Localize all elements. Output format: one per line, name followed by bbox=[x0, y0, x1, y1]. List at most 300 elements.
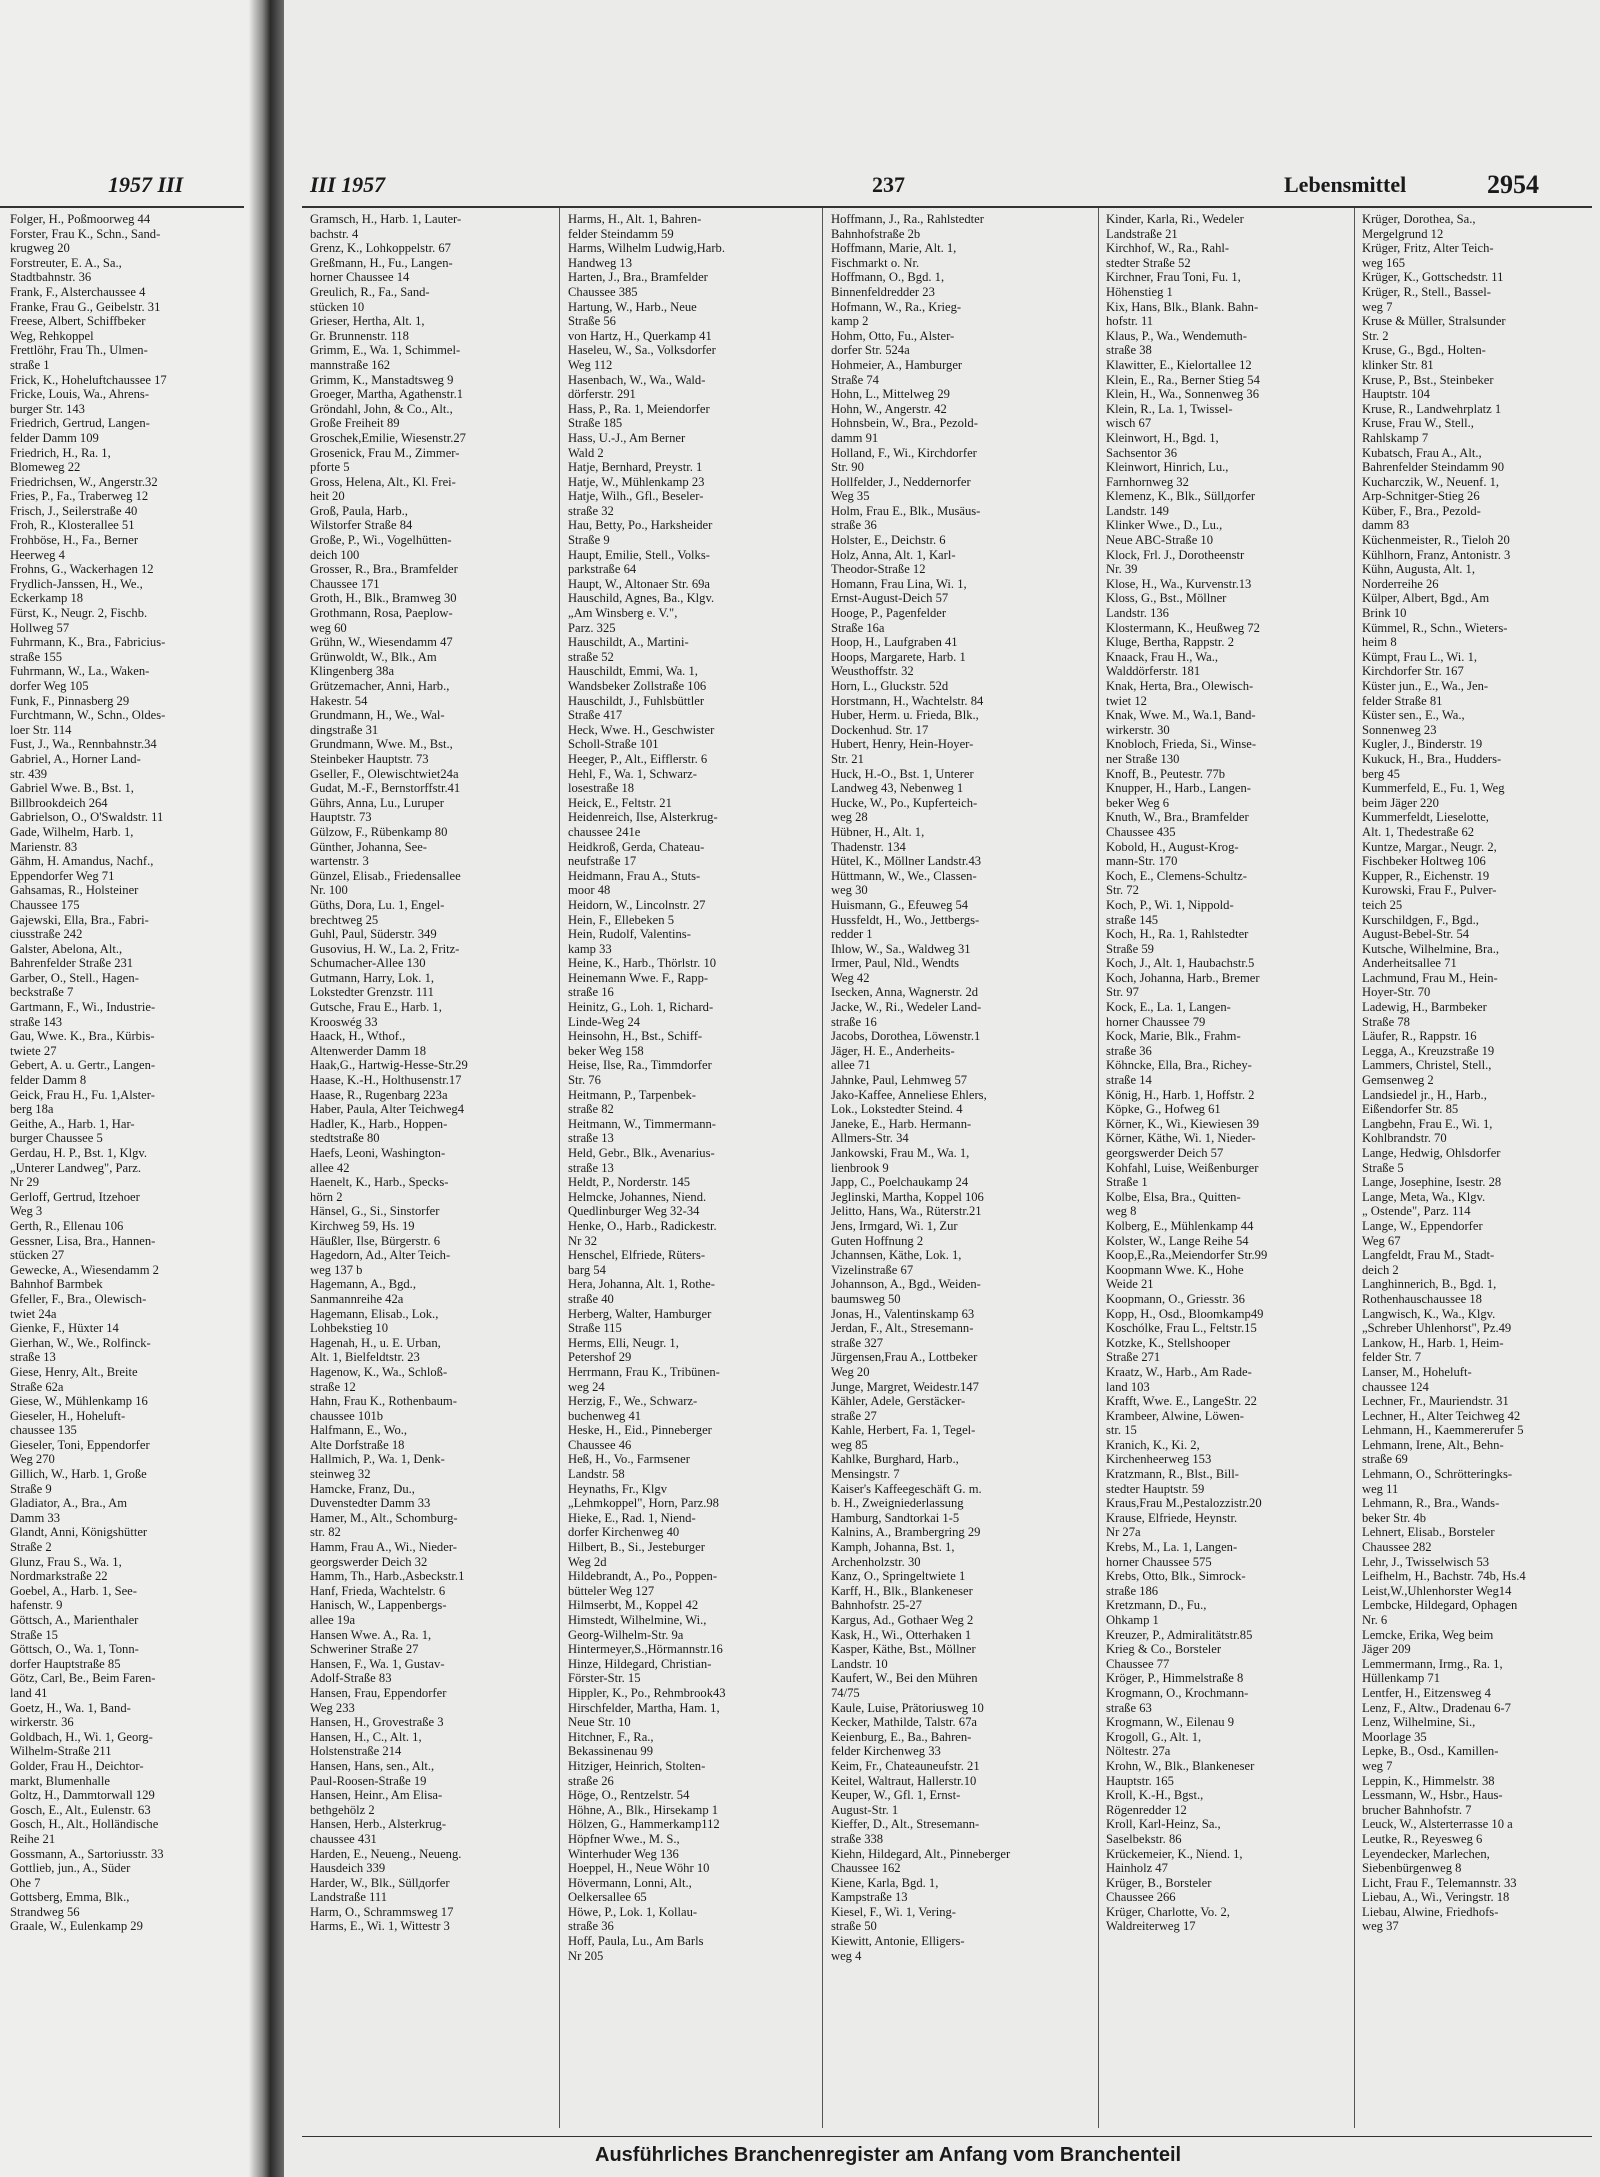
directory-line: Güths, Dora, Lu. 1, Engel- bbox=[310, 897, 445, 912]
directory-line: Kiene, Karla, Bgd. 1, bbox=[831, 1875, 939, 1890]
directory-line: Kargus, Ad., Gothaer Weg 2 bbox=[831, 1613, 974, 1627]
directory-line: Heick, E., Feltstr. 21 bbox=[568, 795, 672, 810]
directory-line: Langfeldt, Frau M., Stadt- bbox=[1362, 1248, 1495, 1263]
directory-line: Grothmann, Rosa, Paeplow- bbox=[310, 606, 453, 621]
directory-line: weg 7 bbox=[1362, 1758, 1393, 1773]
directory-line: Goldbach, H., Wi. 1, Georg- bbox=[10, 1729, 153, 1744]
directory-line: Geick, Frau H., Fu. 1,Alster- bbox=[10, 1087, 155, 1102]
directory-line: Landstr. 10 bbox=[831, 1656, 888, 1671]
directory-line: Weide 21 bbox=[1106, 1277, 1154, 1292]
directory-line: felder Str. 7 bbox=[1362, 1350, 1422, 1365]
directory-line: losestraße 18 bbox=[568, 781, 635, 796]
directory-line: Lemcke, Erika, Weg beim bbox=[1362, 1627, 1494, 1642]
directory-line: Läufer, R., Rappstr. 16 bbox=[1362, 1029, 1477, 1044]
directory-line: Nöltestr. 27a bbox=[1106, 1744, 1171, 1759]
directory-line: Frohböse, H., Fa., Berner bbox=[10, 533, 139, 548]
directory-line: pforte 5 bbox=[310, 460, 350, 475]
directory-line: Straße 15 bbox=[10, 1627, 58, 1642]
directory-line: Haak,G., Hartwig-Hesse-Str.29 bbox=[310, 1058, 468, 1073]
directory-line: Hamm, Frau A., Wi., Nieder- bbox=[310, 1540, 457, 1555]
directory-line: „Unterer Landweg", Parz. bbox=[10, 1160, 142, 1175]
directory-line: Gahsamas, R., Holsteiner bbox=[10, 883, 139, 898]
directory-line: Bahnhof Barmbek bbox=[10, 1277, 103, 1292]
directory-line: Reihe 21 bbox=[10, 1831, 56, 1846]
directory-line: stücken 10 bbox=[310, 299, 365, 314]
page-number: 237 bbox=[872, 172, 905, 197]
directory-line: georgswerder Deich 57 bbox=[1106, 1146, 1224, 1160]
directory-line: straße 36 bbox=[568, 1919, 614, 1934]
directory-line: Hagedorn, Ad., Alter Teich- bbox=[310, 1248, 451, 1263]
directory-line: Krause, Elfriede, Heynstr. bbox=[1106, 1510, 1238, 1525]
directory-line: Grimm, K., Manstadtsweg 9 bbox=[310, 372, 454, 387]
directory-line: weg 11 bbox=[1362, 1481, 1399, 1496]
directory-line: Häußler, Ilse, Bürgerstr. 6 bbox=[310, 1233, 441, 1248]
directory-line: Jelitto, Hans, Wa., Rüterstr.21 bbox=[831, 1204, 982, 1219]
directory-line: Hainholz 47 bbox=[1106, 1861, 1168, 1876]
directory-line: Lenz, F., Altw., Dradenau 6-7 bbox=[1362, 1700, 1511, 1715]
directory-line: Kugler, J., Binderstr. 19 bbox=[1362, 737, 1483, 752]
directory-line: Hauschildt, Emmi, Wa. 1, bbox=[568, 664, 698, 679]
directory-line: Gottsberg, Emma, Blk., bbox=[10, 1890, 130, 1905]
directory-line: Landstr. 149 bbox=[1106, 503, 1169, 518]
directory-line: Krohn, W., Blk., Blankeneser bbox=[1106, 1758, 1255, 1773]
directory-line: deich 2 bbox=[1362, 1262, 1399, 1277]
directory-line: bütteler Weg 127 bbox=[568, 1583, 655, 1598]
directory-line: Hofmann, W., Ra., Krieg- bbox=[831, 299, 962, 314]
directory-line: Hövermann, Lonni, Alt., bbox=[568, 1875, 692, 1890]
directory-line: Forster, Frau K., Schn., Sand- bbox=[10, 226, 161, 241]
directory-line: Kiehn, Hildegard, Alt., Pinneberger bbox=[831, 1846, 1011, 1861]
directory-line: Neue Str. 10 bbox=[568, 1715, 631, 1730]
directory-line: Herzig, F., We., Schwarz- bbox=[568, 1394, 698, 1409]
directory-line: Kurschildgen, F., Bgd., bbox=[1362, 912, 1479, 927]
directory-line: chaussee 135 bbox=[10, 1423, 77, 1438]
directory-line: Hildebrandt, A., Po., Poppen- bbox=[568, 1569, 718, 1584]
directory-line: Leist,W.,Uhlenhorster Weg14 bbox=[1362, 1583, 1512, 1598]
directory-line: mannstraße 162 bbox=[310, 357, 391, 372]
directory-line: Fuhrmann, W., La., Waken- bbox=[10, 664, 150, 679]
directory-line: Holland, F., Wi., Kirchdorfer bbox=[831, 445, 977, 460]
directory-line: Kubatsch, Frau A., Alt., bbox=[1362, 445, 1482, 460]
directory-line: Klostermann, K., Heußweg 72 bbox=[1106, 620, 1260, 635]
directory-line: Hansen, Hans, sen., Alt., bbox=[310, 1758, 435, 1773]
directory-line: Hooge, P., Pagenfelder bbox=[831, 606, 947, 621]
directory-line: Ernst-August-Deich 57 bbox=[831, 591, 949, 606]
directory-line: Kümmel, R., Schn., Wieters- bbox=[1362, 620, 1508, 635]
directory-line: Huismann, G., Efeuweg 54 bbox=[831, 897, 969, 912]
directory-line: teich 25 bbox=[1362, 897, 1403, 912]
directory-line: Leppin, K., Himmelstr. 38 bbox=[1362, 1773, 1495, 1788]
directory-line: Hass, P., Ra. 1, Meiendorfer bbox=[568, 401, 710, 416]
directory-line: Irmer, Paul, Nld., Wendts bbox=[831, 956, 960, 971]
directory-line: Hagenah, H., u. E. Urban, bbox=[310, 1335, 441, 1350]
directory-line: kamp 2 bbox=[831, 314, 869, 329]
directory-line: Gerdau, H. P., Bst. 1, Klgv. bbox=[10, 1146, 148, 1160]
directory-line: Sanmannreihe 42a bbox=[310, 1291, 404, 1306]
footer-rule bbox=[302, 2136, 1592, 2137]
directory-line: Chaussee 46 bbox=[568, 1437, 632, 1452]
directory-line: Heidmann, Frau A., Stuts- bbox=[568, 868, 701, 883]
directory-line: Weg 35 bbox=[831, 489, 870, 504]
directory-line: Friedrich, H., Ra. 1, bbox=[10, 445, 111, 460]
directory-line: Str. 76 bbox=[568, 1073, 601, 1088]
directory-line: Alt. 1, Bielfeldtstr. 23 bbox=[310, 1350, 420, 1365]
directory-line: Krogoll, G., Alt. 1, bbox=[1106, 1729, 1202, 1744]
directory-line: Klingenberg 38a bbox=[310, 664, 395, 679]
directory-line: Glunz, Frau S., Wa. 1, bbox=[10, 1554, 122, 1569]
directory-line: Eppendorfer Weg 71 bbox=[10, 868, 115, 883]
directory-line: Kaule, Luise, Prätoriusweg 10 bbox=[831, 1700, 984, 1715]
directory-line: buchenweg 41 bbox=[568, 1408, 642, 1423]
directory-line: Bekassinenau 99 bbox=[568, 1744, 653, 1759]
directory-line: Str. 90 bbox=[831, 460, 864, 475]
directory-line: Harten, J., Bra., Bramfelder bbox=[568, 270, 708, 285]
directory-line: Haber, Paula, Alter Teichweg4 bbox=[310, 1102, 465, 1117]
directory-line: damm 91 bbox=[831, 430, 879, 445]
directory-line: Kucharczik, W., Neuenf. 1, bbox=[1362, 474, 1500, 489]
directory-line: Krogmann, O., Krochmann- bbox=[1106, 1685, 1249, 1700]
directory-line: steinweg 32 bbox=[310, 1467, 371, 1482]
directory-line: Weg 42 bbox=[831, 970, 870, 985]
directory-line: Lenz, Wilhelmine, Si., bbox=[1362, 1715, 1476, 1730]
directory-line: Hansen Wwe. A., Ra. 1, bbox=[310, 1627, 432, 1642]
directory-line: Greulich, R., Fa., Sand- bbox=[310, 284, 430, 299]
directory-line: Koch, Johanna, Harb., Bremer bbox=[1106, 970, 1260, 985]
directory-line: Billbrookdeich 264 bbox=[10, 795, 108, 810]
directory-line: Fust, J., Wa., Rennbahnstr.34 bbox=[10, 737, 157, 752]
directory-line: Hatje, Bernhard, Preystr. 1 bbox=[568, 460, 703, 475]
directory-line: Leifhelm, H., Bachstr. 74b, Hs.4 bbox=[1362, 1569, 1526, 1584]
directory-line: Heinsohn, H., Bst., Schiff- bbox=[568, 1029, 703, 1044]
directory-line: Haase, R., Rugenbarg 223a bbox=[310, 1087, 448, 1102]
directory-line: Küchenmeister, R., Tieloh 20 bbox=[1362, 533, 1510, 548]
directory-line: Harm, O., Schrammsweg 17 bbox=[310, 1904, 454, 1919]
directory-line: Rothenhauschaussee 18 bbox=[1362, 1291, 1482, 1306]
section-code: 2954 bbox=[1487, 170, 1539, 199]
directory-line: Gabrielson, O., O'Swaldstr. 11 bbox=[10, 810, 164, 825]
directory-line: Kranich, K., Ki. 2, bbox=[1106, 1437, 1200, 1452]
directory-line: weg 4 bbox=[831, 1948, 862, 1963]
directory-line: Krieg & Co., Borsteler bbox=[1106, 1642, 1222, 1657]
directory-line: Straße 56 bbox=[568, 314, 616, 329]
directory-line: Binnenfeldredder 23 bbox=[831, 284, 935, 299]
directory-line: Straße 9 bbox=[10, 1481, 52, 1496]
directory-line: Heynaths, Fr., Klgv bbox=[568, 1481, 667, 1496]
directory-line: Bahnhofstraße 2b bbox=[831, 226, 921, 241]
directory-line: Hoffmann, J., Ra., Rahlstedter bbox=[831, 212, 984, 226]
directory-line: Lammers, Christel, Stell., bbox=[1362, 1058, 1492, 1073]
directory-line: Mergelgrund 12 bbox=[1362, 226, 1444, 241]
directory-line: burger Str. 143 bbox=[10, 401, 85, 416]
directory-line: Gabriel, A., Horner Land- bbox=[10, 751, 141, 766]
directory-line: Grenz, K., Lohkoppelstr. 67 bbox=[310, 241, 451, 256]
directory-line: Hubert, Henry, Hein-Hoyer- bbox=[831, 737, 974, 752]
directory-line: Hasenbach, W., Wa., Wald- bbox=[568, 372, 706, 387]
directory-line: Langbehn, Frau E., Wi. 1, bbox=[1362, 1116, 1493, 1131]
directory-line: straße 40 bbox=[568, 1291, 614, 1306]
directory-line: Graale, W., Eulenkamp 29 bbox=[10, 1919, 143, 1934]
directory-line: Kruse, P., Bst., Steinbeker bbox=[1362, 372, 1494, 387]
directory-line: Liebau, A., Wi., Veringstr. 18 bbox=[1362, 1890, 1510, 1905]
directory-line: weg 85 bbox=[831, 1437, 868, 1452]
directory-line: Lehmann, R., Bra., Wands- bbox=[1362, 1496, 1500, 1511]
directory-line: Adolf-Straße 83 bbox=[310, 1671, 392, 1686]
directory-line: Straße 271 bbox=[1106, 1350, 1161, 1365]
directory-line: Chaussee 77 bbox=[1106, 1656, 1170, 1671]
directory-line: Nr 27a bbox=[1106, 1525, 1141, 1540]
directory-line: georgswerder Deich 32 bbox=[310, 1554, 428, 1569]
directory-line: August-Str. 1 bbox=[831, 1802, 899, 1817]
directory-line: Vizelinstraße 67 bbox=[831, 1262, 914, 1277]
directory-line: Gessner, Lisa, Bra., Hannen- bbox=[10, 1233, 156, 1248]
directory-line: Kirchner, Frau Toni, Fu. 1, bbox=[1106, 270, 1241, 285]
directory-line: Hansen, Herb., Alsterkrug- bbox=[310, 1817, 447, 1832]
directory-line: Fischbeker Holtweg 106 bbox=[1362, 854, 1486, 869]
directory-line: Gosch, H., Alt., Holländische bbox=[10, 1817, 159, 1832]
directory-line: Gladiator, A., Bra., Am bbox=[10, 1496, 128, 1511]
directory-line: straße 145 bbox=[1106, 912, 1159, 927]
directory-line: Kopp, H., Osd., Bloomkamp49 bbox=[1106, 1306, 1264, 1321]
directory-line: Marienstr. 83 bbox=[10, 839, 78, 854]
directory-line: Klemenz, K., Blk., Süllдorfer bbox=[1106, 489, 1256, 504]
directory-line: Hohn, L., Mittelweg 29 bbox=[831, 387, 950, 402]
directory-line: Wald 2 bbox=[568, 445, 604, 460]
directory-line: stedtstraße 80 bbox=[310, 1131, 380, 1146]
directory-line: Gr. Brunnenstr. 118 bbox=[310, 328, 409, 343]
directory-line: Folger, H., Poßmoorweg 44 bbox=[10, 212, 151, 226]
directory-line: heim 8 bbox=[1362, 635, 1397, 650]
left-header-rule bbox=[0, 206, 244, 208]
directory-line: Herrmann, Frau K., Tribünen- bbox=[568, 1364, 720, 1379]
directory-line: Hirschfelder, Martha, Ham. 1, bbox=[568, 1700, 720, 1715]
directory-line: straße 26 bbox=[568, 1773, 614, 1788]
directory-line: Quedlinburger Weg 32-34 bbox=[568, 1204, 700, 1219]
directory-line: dorfer Str. 524a bbox=[831, 343, 910, 358]
directory-line: Ohkamp 1 bbox=[1106, 1613, 1159, 1627]
directory-line: straße 1 bbox=[10, 357, 50, 372]
directory-line: Haupt, W., Altonaer Str. 69a bbox=[568, 576, 711, 591]
directory-line: Jerdan, F., Alt., Stresemann- bbox=[831, 1321, 974, 1336]
directory-line: Große Freiheit 89 bbox=[310, 416, 400, 431]
directory-line: Junge, Margret, Weidestr.147 bbox=[831, 1379, 979, 1394]
directory-line: felder Steindamm 59 bbox=[568, 226, 674, 241]
directory-line: Jahnke, Paul, Lehmweg 57 bbox=[831, 1073, 968, 1088]
directory-line: Groeger, Martha, Agathenstr.1 bbox=[310, 387, 464, 402]
directory-line: Nr. 39 bbox=[1106, 562, 1138, 577]
directory-line: Hilbert, B., Si., Jesteburger bbox=[568, 1540, 705, 1555]
directory-line: Külper, Albert, Bgd., Am bbox=[1362, 591, 1490, 606]
directory-line: Walddörferstr. 181 bbox=[1106, 664, 1201, 679]
directory-line: Gemsenweg 2 bbox=[1362, 1073, 1434, 1088]
directory-line: Frisch, J., Seilerstraße 40 bbox=[10, 503, 138, 518]
column-divider bbox=[822, 208, 823, 2128]
directory-line: Thadenstr. 134 bbox=[831, 839, 906, 854]
directory-line: Jacobs, Dorothea, Löwenstr.1 bbox=[831, 1029, 981, 1044]
directory-line: Hansen, H., Grovestraße 3 bbox=[310, 1715, 444, 1730]
directory-line: Hohn, W., Angerstr. 42 bbox=[831, 401, 947, 416]
directory-line: Förster-Str. 15 bbox=[568, 1671, 641, 1686]
directory-line: Kirchenheerweg 153 bbox=[1106, 1452, 1212, 1467]
directory-line: Knoff, B., Peutestr. 77b bbox=[1106, 766, 1226, 781]
directory-line: Weg, Rehkoppel bbox=[10, 328, 94, 343]
directory-line: Köpke, G., Hofweg 61 bbox=[1106, 1102, 1221, 1117]
directory-line: Garber, O., Stell., Hagen- bbox=[10, 970, 139, 985]
directory-line: Hoop, H., Laufgraben 41 bbox=[831, 635, 958, 650]
directory-line: Hüllenkamp 71 bbox=[1362, 1671, 1440, 1686]
directory-line: Hauschild, Agnes, Ba., Klgv. bbox=[568, 591, 715, 606]
directory-line: str. 439 bbox=[10, 766, 48, 781]
directory-line: Hoeppel, H., Neue Wöhr 10 bbox=[568, 1861, 710, 1876]
directory-line: Haenelt, K., Harb., Specks- bbox=[310, 1175, 449, 1190]
directory-line: August-Bebel-Str. 54 bbox=[1362, 927, 1470, 942]
directory-line: Kiesel, F., Wi. 1, Vering- bbox=[831, 1904, 956, 1919]
directory-line: Hollfelder, J., Neddernorfer bbox=[831, 474, 971, 489]
directory-line: Farnhornweg 32 bbox=[1106, 474, 1189, 489]
directory-line: Fürst, K., Neugr. 2, Fischb. bbox=[10, 606, 148, 621]
directory-line: Lentfer, H., Eitzensweg 4 bbox=[1362, 1685, 1491, 1700]
directory-line: Gülzow, F., Rübenkamp 80 bbox=[310, 824, 448, 839]
directory-line: Gewecke, A., Wiesendamm 2 bbox=[10, 1262, 159, 1277]
directory-line: Kiewitt, Antonie, Elligers- bbox=[831, 1934, 965, 1949]
directory-line: Koopmann, O., Griesstr. 36 bbox=[1106, 1291, 1245, 1306]
directory-line: Haupt, Emilie, Stell., Volks- bbox=[568, 547, 710, 562]
directory-line: Lange, Hedwig, Ohlsdorfer bbox=[1362, 1146, 1501, 1160]
directory-line: Hakestr. 54 bbox=[310, 693, 368, 708]
directory-line: Himstedt, Wilhelmine, Wi., bbox=[568, 1613, 707, 1627]
directory-line: Weg 233 bbox=[310, 1700, 355, 1715]
directory-line: Hamm, Th., Harb.,Asbeckstr.1 bbox=[310, 1569, 465, 1584]
directory-line: Nr 29 bbox=[10, 1175, 40, 1190]
directory-line: Weusthoffstr. 32 bbox=[831, 664, 914, 679]
directory-line: Lehmann, Irene, Alt., Behn- bbox=[1362, 1437, 1504, 1452]
directory-line: Frick, K., Hoheluftchaussee 17 bbox=[10, 372, 167, 387]
directory-line: Keuper, W., Gfl. 1, Ernst- bbox=[831, 1788, 961, 1803]
directory-line: Knupper, H., Harb., Langen- bbox=[1106, 781, 1251, 796]
directory-line: Gajewski, Ella, Bra., Fabri- bbox=[10, 912, 149, 927]
directory-line: Gau, Wwe. K., Bra., Kürbis- bbox=[10, 1029, 155, 1044]
directory-line: Hanisch, W., Lappenbergs- bbox=[310, 1598, 447, 1613]
directory-line: Kummerfeldt, Lieselotte, bbox=[1362, 810, 1489, 825]
directory-line: Leyendecker, Marlechen, bbox=[1362, 1846, 1490, 1861]
directory-line: bachstr. 4 bbox=[310, 226, 359, 241]
directory-line: Gerth, R., Ellenau 106 bbox=[10, 1218, 124, 1233]
directory-line: Kolberg, E., Mühlenkamp 44 bbox=[1106, 1218, 1254, 1233]
directory-line: Kaiser's Kaffeegeschäft G. m. bbox=[831, 1481, 982, 1496]
directory-line: Straße 74 bbox=[831, 372, 879, 387]
directory-line: felder Kirchenweg 33 bbox=[831, 1744, 941, 1759]
directory-line: Leuck, W., Alsterterrasse 10 a bbox=[1362, 1817, 1513, 1832]
directory-line: „Am Winsberg e. V.", bbox=[568, 606, 678, 621]
directory-line: b. H., Zweigniederlassung bbox=[831, 1496, 964, 1511]
directory-line: chaussee 101b bbox=[310, 1408, 384, 1423]
directory-line: Kohlbrandstr. 70 bbox=[1362, 1131, 1447, 1146]
directory-line: Froh, R., Klosterallee 51 bbox=[10, 518, 135, 533]
directory-line: Giese, W., Mühlenkamp 16 bbox=[10, 1394, 148, 1409]
directory-line: Allmers-Str. 34 bbox=[831, 1131, 909, 1146]
directory-line: loer Str. 114 bbox=[10, 722, 72, 737]
directory-line: allee 19a bbox=[310, 1613, 356, 1627]
directory-line: Kamph, Johanna, Bst. 1, bbox=[831, 1540, 955, 1555]
directory-line: Weg 20 bbox=[831, 1364, 870, 1379]
directory-line: straße 36 bbox=[831, 518, 877, 533]
directory-line: Höpfner Wwe., M. S., bbox=[568, 1831, 680, 1846]
directory-line: Straße 16a bbox=[831, 620, 885, 635]
directory-line: weg 165 bbox=[1362, 255, 1406, 270]
directory-line: straße 13 bbox=[568, 1160, 614, 1175]
directory-line: straße 52 bbox=[568, 649, 614, 664]
directory-line: Lehmann, H., Kaemmererufer 5 bbox=[1362, 1423, 1524, 1438]
directory-line: Gutsche, Frau E., Harb. 1, bbox=[310, 1000, 442, 1015]
directory-line: Krüger, Dorothea, Sa., bbox=[1362, 212, 1476, 226]
directory-line: Lepke, B., Osd., Kamillen- bbox=[1362, 1744, 1499, 1759]
directory-line: Friedrichsen, W., Angerstr.32 bbox=[10, 474, 158, 489]
directory-line: Str. 97 bbox=[1106, 985, 1139, 1000]
directory-line: Anderheitsallee 71 bbox=[1362, 956, 1457, 971]
directory-line: Grieser, Hertha, Alt. 1, bbox=[310, 314, 425, 329]
directory-line: Duvenstedter Damm 33 bbox=[310, 1496, 431, 1511]
directory-line: Heerweg 4 bbox=[10, 547, 65, 562]
directory-line: Chaussee 175 bbox=[10, 897, 80, 912]
directory-line: Kröger, P., Himmelstraße 8 bbox=[1106, 1671, 1244, 1686]
directory-line: Gähm, H. Amandus, Nachf., bbox=[10, 854, 154, 869]
directory-line: Kloss, G., Bst., Möllner bbox=[1106, 591, 1227, 606]
directory-line: Goltz, H., Dammtorwall 129 bbox=[10, 1788, 155, 1803]
directory-line: Henke, O., Harb., Radickestr. bbox=[568, 1218, 717, 1233]
directory-line: moor 48 bbox=[568, 883, 611, 898]
directory-line: Jürgensen,Frau A., Lottbeker bbox=[831, 1350, 978, 1365]
directory-line: Straße 115 bbox=[568, 1321, 622, 1336]
directory-line: Heitmann, W., Timmermann- bbox=[568, 1116, 716, 1131]
directory-line: Karff, H., Blk., Blankeneser bbox=[831, 1583, 973, 1598]
directory-line: Koopmann Wwe. K., Hohe bbox=[1106, 1262, 1244, 1277]
directory-line: Hänsel, G., Si., Sinstorfer bbox=[310, 1204, 440, 1219]
directory-line: Küster sen., E., Wa., bbox=[1362, 708, 1465, 723]
directory-line: Grünwoldt, W., Blk., Am bbox=[310, 649, 437, 664]
directory-line: felder Damm 109 bbox=[10, 430, 99, 445]
directory-line: Kasper, Käthe, Bst., Möllner bbox=[831, 1642, 976, 1657]
directory-line: Große, P., Wi., Vogelhütten- bbox=[310, 533, 452, 548]
directory-line: Hitziger, Heinrich, Stolten- bbox=[568, 1758, 706, 1773]
directory-line: Gieseler, Toni, Eppendorfer bbox=[10, 1437, 150, 1452]
directory-line: Heine, K., Harb., Thörlstr. 10 bbox=[568, 956, 717, 971]
directory-line: Landweg 43, Nebenweg 1 bbox=[831, 781, 964, 796]
directory-line: Hintermeyer,S.,Hörmannstr.16 bbox=[568, 1642, 723, 1657]
directory-line: Jchannsen, Käthe, Lok. 1, bbox=[831, 1248, 962, 1263]
directory-line: Homann, Frau Lina, Wi. 1, bbox=[831, 576, 967, 591]
directory-line: Kirchdorfer Str. 167 bbox=[1362, 664, 1464, 679]
directory-line: Hollweg 57 bbox=[10, 620, 70, 635]
directory-line: Günzel, Elisab., Friedensallee bbox=[310, 868, 461, 883]
directory-line: Schumacher-Allee 130 bbox=[310, 956, 426, 971]
directory-line: Hein, Rudolf, Valentins- bbox=[568, 927, 691, 942]
directory-line: Holstenstraße 214 bbox=[310, 1744, 402, 1759]
directory-line: Nr 205 bbox=[568, 1948, 604, 1963]
directory-line: Haack, H., Wthof., bbox=[310, 1029, 406, 1044]
directory-line: Kähler, Adele, Gerstäcker- bbox=[831, 1394, 966, 1409]
directory-line: Heidenreich, Ilse, Alsterkrug- bbox=[568, 810, 718, 825]
directory-line: Holster, E., Deichstr. 6 bbox=[831, 533, 946, 548]
directory-line: Höwe, P., Lok. 1, Kollau- bbox=[568, 1904, 698, 1919]
directory-line: Koch, H., Ra. 1, Rahlstedter bbox=[1106, 927, 1249, 942]
directory-line: Krüger, Charlotte, Vo. 2, bbox=[1106, 1904, 1230, 1919]
directory-line: weg 60 bbox=[310, 620, 347, 635]
directory-line: markt, Blumenhalle bbox=[10, 1773, 111, 1788]
directory-line: Sachsentor 36 bbox=[1106, 445, 1177, 460]
directory-line: Günther, Johanna, See- bbox=[310, 839, 428, 854]
directory-line: Kruse, R., Landwehrplatz 1 bbox=[1362, 401, 1502, 416]
directory-line: Groschek,Emilie, Wiesenstr.27 bbox=[310, 430, 466, 445]
column-divider bbox=[1354, 208, 1355, 2128]
